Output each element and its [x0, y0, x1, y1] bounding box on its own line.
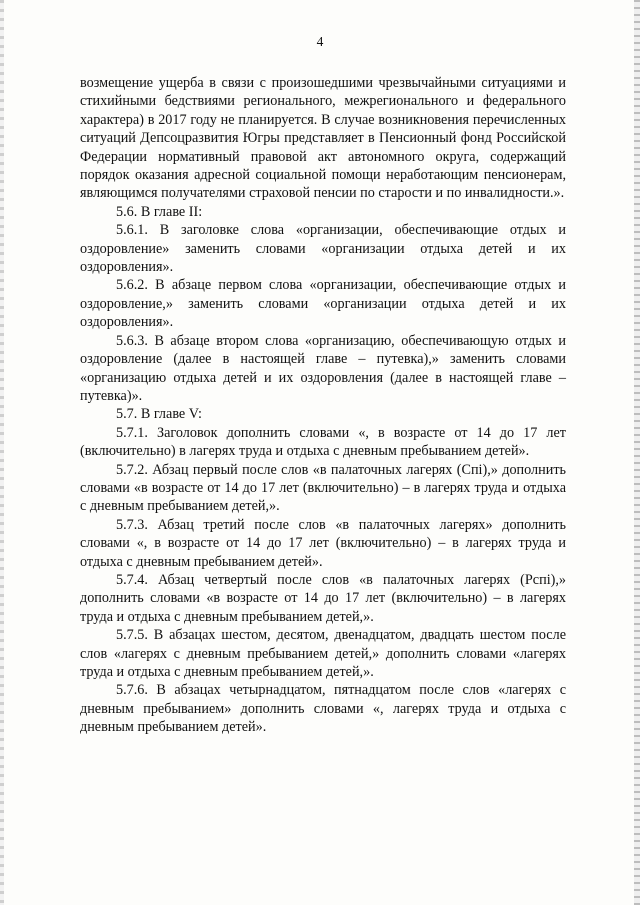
scan-edge-right [634, 0, 640, 905]
paragraph-5-7-6: 5.7.6. В абзацах четырнадцатом, пятнадцатом после слов «лагерях с дневным пребыванием» дополнить словами «, лагерях труда и отдыха с дневным пребыванием детей». [80, 682, 566, 736]
paragraph-5-7-5: 5.7.5. В абзацах шестом, десятом, двенадцатом, двадцать шестом после слов «лагерях с дневным пребыванием детей,» дополнить словами «лагерях труда и отдыха с дневным пребыванием детей,». [80, 627, 566, 680]
scan-edge-left [0, 0, 4, 905]
page-number: 4 [316, 34, 324, 49]
paragraph-5-7-2: 5.7.2. Абзац первый после слов «в палаточных лагерях (Спi),» дополнить словами «в возрасте от 14 до 17 лет (включительно) – в лагерях труда и отдыха с дневным пребыванием детей,». [80, 461, 566, 515]
paragraph-5-6-1: 5.6.1. В заголовке слова «организации, обеспечивающие отдых и оздоровление» заменить словами «организации отдыха детей и их оздоровления». [80, 222, 566, 276]
paragraph-5-7-4: 5.7.4. Абзац четвертый после слов «в палаточных лагерях (Рспi),» дополнить словами «в возрасте от 14 до 17 лет (включительно) – в лагерях труда и отдыха с дневным пребыванием детей,». [80, 571, 566, 625]
paragraph-5-6-3: 5.6.3. В абзаце втором слова «организацию, обеспечивающую отдых и оздоровление (далее в настоящей главе – путевка),» заменить словами «организацию отдыха детей и их оздоровления (далее в настоящей главе – путевка)». [80, 332, 566, 404]
document-body [80, 74, 566, 737]
paragraph-continuation: возмещение ущерба в связи с произошедшими чрезвычайными ситуациями и стихийными бедствиями регионального, межрегионального и федерального характера) в 2017 году не планируется. В случае возникновения перечисленных ситуаций Депсоцразвития Югры представляет в Пенсионный фонд Российской Федерации нормативный правовой акт автономного округа, содержащий порядок оказания адресной социальной помощи неработающим пенсионерам, являющимся получателями страховой пенсии по старости и по инвалидности.». [80, 75, 566, 202]
paragraph-5-7-3: 5.7.3. Абзац третий после слов «в палаточных лагерях» дополнить словами «, в возрасте от 14 до 17 лет (включительно) – в лагерях труда и отдыха с дневным пребыванием детей». [80, 516, 566, 570]
paragraph-5-7: 5.7. В главе V: [116, 406, 202, 423]
paragraph-5-6: 5.6. В главе II: [116, 203, 203, 220]
paragraph-5-7-1: 5.7.1. Заголовок дополнить словами «, в возрасте от 14 до 17 лет (включительно) в лагерях труда и отдыха с дневным пребыванием детей». [80, 424, 566, 460]
paragraph-5-6-2: 5.6.2. В абзаце первом слова «организации, обеспечивающие отдых и оздоровление,» заменить словами «организации отдыха детей и их оздоровления». [80, 277, 566, 331]
